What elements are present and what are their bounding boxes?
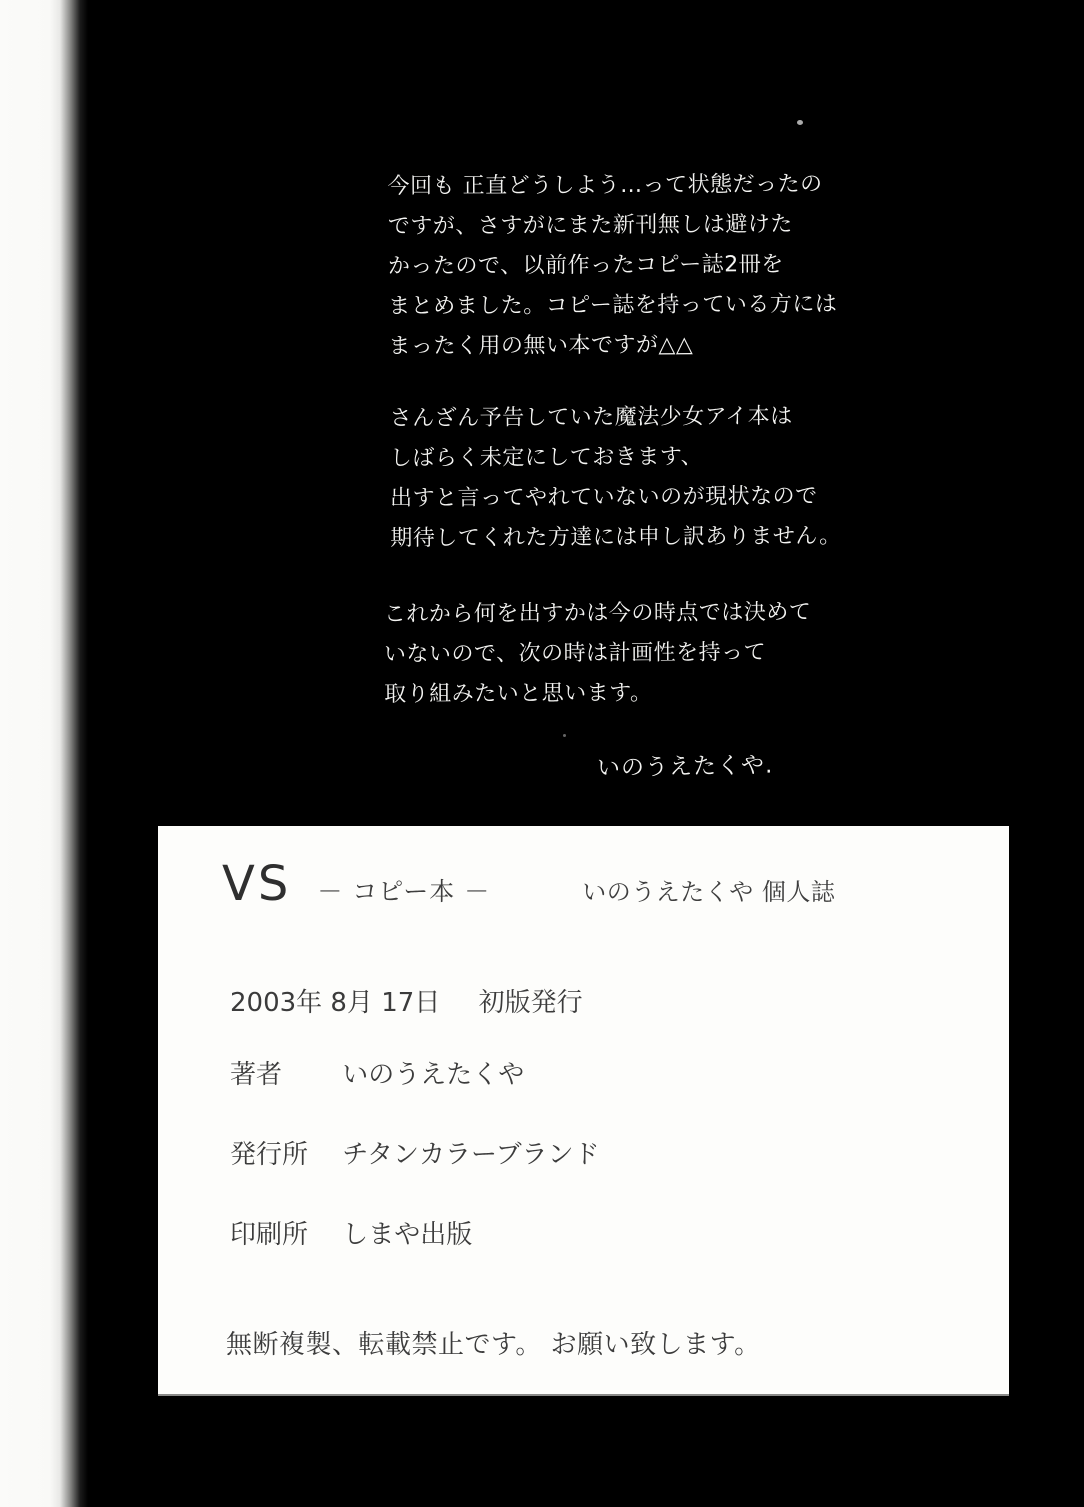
afterword-line: 今回も 正直どうしよう…って状態だったの (387, 171, 823, 200)
publisher-value: チタンカラーブランド (342, 1140, 600, 1170)
printer-label: 印刷所 (230, 1220, 309, 1250)
afterword-line: 出すと言ってやれていないのが現状なので (390, 483, 818, 512)
afterword-paragraph-1 (387, 165, 837, 367)
copyright-notice: 無断複製、転載禁止です。 お願い致します。 (226, 1330, 761, 1360)
publisher-row (230, 1134, 600, 1171)
author-value: いのうえたくや (342, 1060, 525, 1090)
author-row (230, 1054, 524, 1091)
colophon-box (158, 826, 1009, 1396)
afterword-line: さんざん予告していた魔法少女アイ本は (389, 404, 793, 432)
author-signature: いのうえたくや. (596, 752, 774, 782)
author-label: 著者 (230, 1060, 283, 1090)
afterword-line: かったので、以前作ったコピー誌2冊を (387, 252, 784, 280)
publication-date: 2003年 8月 17日 (230, 988, 441, 1018)
afterword-line: しばらく未定にしておきます、 (389, 444, 704, 472)
afterword-line: いないので、次の時は計画性を持って (383, 640, 767, 668)
series-title: VS (222, 856, 292, 912)
afterword-line: ですが、さすがにまた新刊無しは避けた (387, 212, 793, 240)
printer-value: しまや出版 (342, 1220, 473, 1250)
scanned-paper-edge (0, 0, 88, 1507)
afterword-paragraph-3 (384, 593, 812, 715)
edition-label: 初版発行 (478, 988, 583, 1018)
publisher-label: 発行所 (230, 1140, 309, 1170)
afterword-line: 取り組みたいと思います。 (384, 680, 653, 708)
afterword-line: まとめました。コピー誌を持っている方には (388, 291, 838, 320)
owner-label: いのうえたくや 個人誌 (582, 878, 836, 906)
format-label: － コピー本 － (317, 877, 491, 906)
colophon-title-row (222, 856, 835, 912)
printer-row (230, 1214, 472, 1251)
afterword-paragraph-2 (390, 397, 842, 559)
afterword-line: 期待してくれた方達には申し訳ありません。 (390, 523, 842, 552)
afterword-line: これから何を出すかは今の時点では決めて (383, 599, 812, 628)
scan-speck (563, 734, 566, 737)
scan-speck (797, 120, 803, 125)
publication-date-row (230, 982, 583, 1019)
afterword-line: まったく用の無い本ですが△△ (388, 332, 694, 360)
